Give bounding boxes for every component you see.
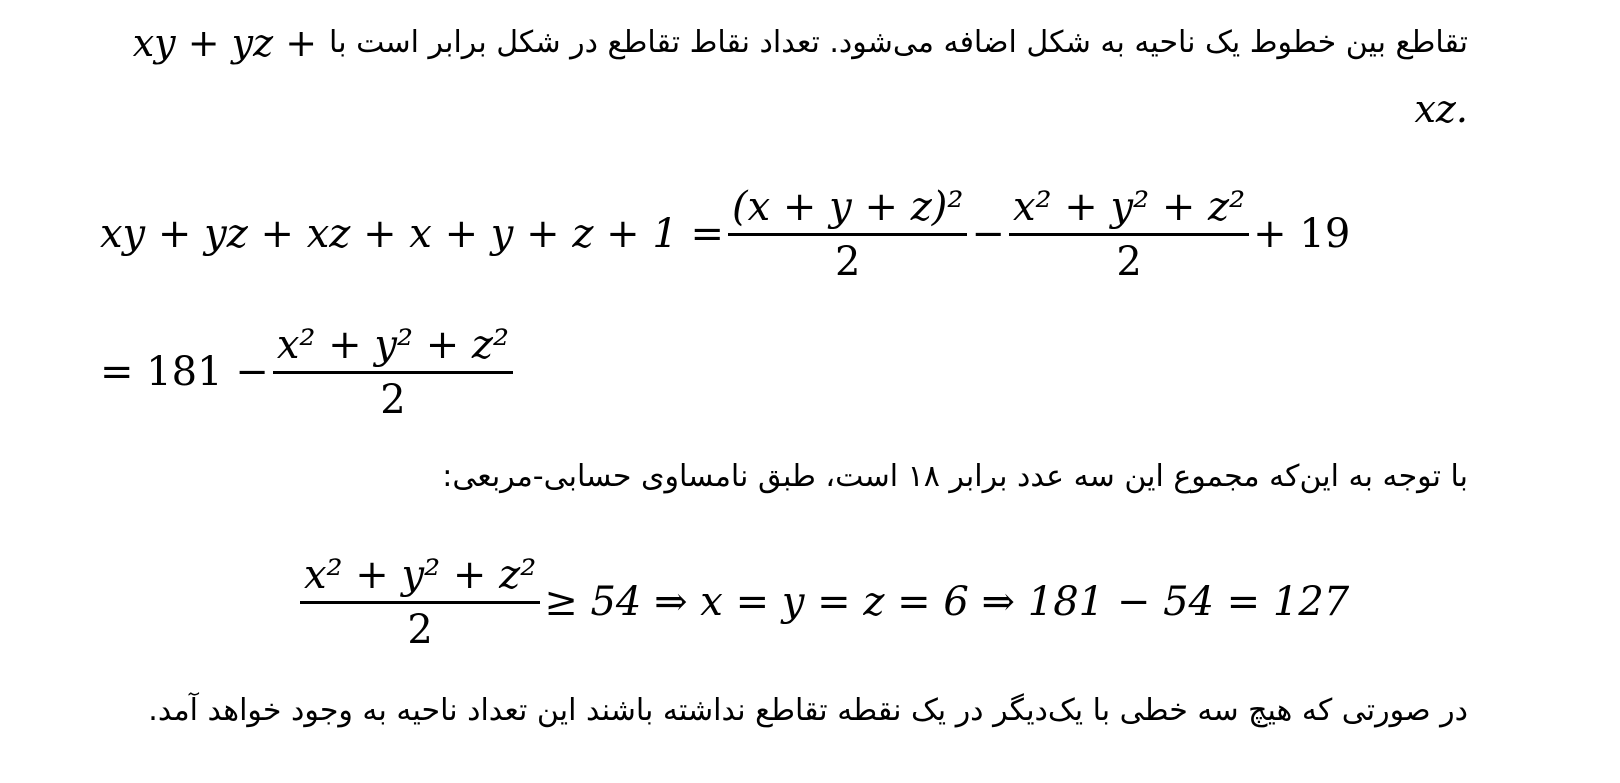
equation-expansion	[100, 180, 1350, 288]
fraction-sum-of-squares	[1009, 183, 1249, 285]
equation-simplified-lhs: = 181 −	[100, 349, 269, 395]
equation-expansion-minus: −	[971, 211, 1005, 257]
fraction-sum-of-squares-2-numerator: x² + y² + z²	[273, 325, 513, 374]
fraction-square-of-sum-denominator: 2	[835, 238, 861, 285]
fraction-sum-of-squares-3-numerator: x² + y² + z²	[300, 555, 540, 604]
equation-inequality	[296, 548, 1349, 656]
fraction-square-of-sum-numerator: (x + y + z)²	[728, 187, 967, 236]
paragraph-inequality	[442, 459, 1468, 494]
equation-inequality-tail: ≥ 54 ⇒ x = y = z = 6 ⇒ 181 − 54 = 127	[544, 579, 1350, 625]
fraction-square-of-sum	[728, 183, 967, 285]
paragraph-conclusion	[148, 693, 1468, 728]
paragraph-conclusion-text: در صورتی که هیچ سه خطی با یک‌دیگر در یک نقطه تقاطع نداشته باشند این تعداد ناحیه به وجود خواهد آمد.	[148, 693, 1468, 728]
fraction-sum-of-squares-2	[273, 321, 513, 423]
paragraph-inequality-text: با توجه به این‌که مجموع این سه عدد برابر ۱۸ است، طبق نامساوی حسابی-مربعی:	[442, 459, 1468, 494]
fraction-sum-of-squares-denominator: 2	[1116, 238, 1142, 285]
equation-simplified	[100, 318, 517, 426]
paragraph-intersections-text: تقاطع بین خطوط یک ناحیه به شکل اضافه می‌شود. تعداد نقاط تقاطع در شکل برابر است با	[329, 25, 1468, 60]
paragraph-intersections-line2: .xz	[1414, 87, 1468, 131]
fraction-sum-of-squares-3-denominator: 2	[407, 606, 433, 653]
paragraph-intersections	[88, 21, 1468, 65]
paragraph-intersections-continuation	[1414, 87, 1468, 131]
fraction-sum-of-squares-numerator: x² + y² + z²	[1009, 187, 1249, 236]
equation-expansion-tail: + 19	[1253, 211, 1351, 257]
equation-expansion-lhs: xy + yz + xz + x + y + z + 1 =	[100, 211, 725, 257]
fraction-sum-of-squares-2-denominator: 2	[380, 376, 406, 423]
fraction-sum-of-squares-3	[300, 551, 540, 653]
paragraph-intersections-math: xy + yz +	[132, 21, 318, 65]
